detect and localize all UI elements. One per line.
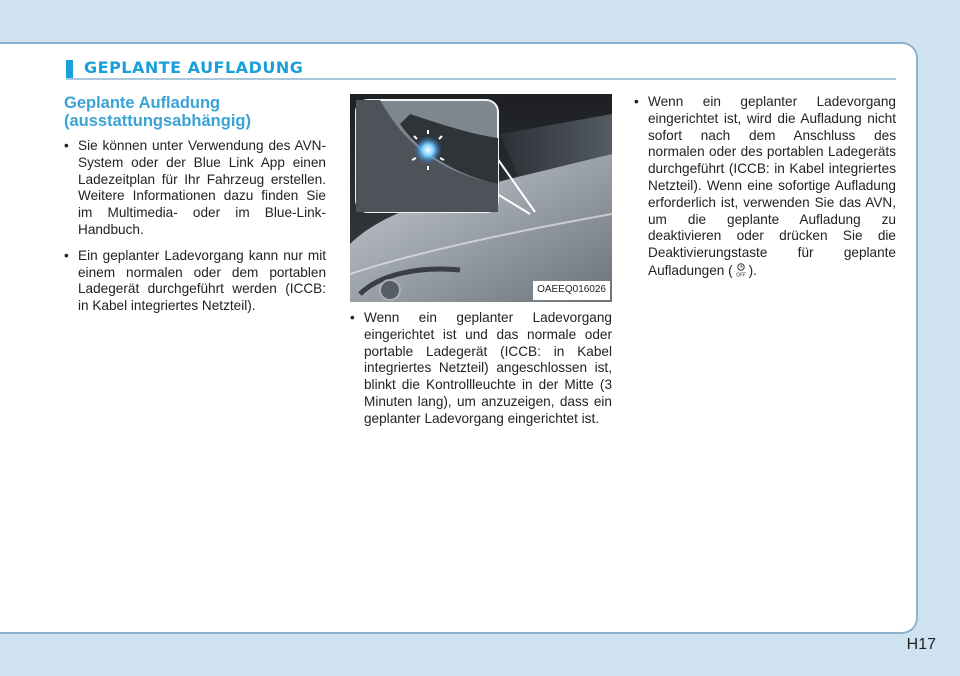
right-bullet-list: [634, 94, 896, 280]
page-number: H17: [906, 636, 936, 653]
subheading-line-2: (ausstattungsabhängig): [64, 112, 252, 130]
subheading-line-1: Geplante Aufladung: [64, 94, 221, 112]
icon-label: OFF: [735, 272, 746, 278]
bullet-text: Wenn ein geplanter Ladevorgang eingerichtet ist und das normale oder portable Ladegerät (ICCB: in Kabel integriertes Netzteil) angeschlossen ist, blinkt die Kontrollleuchte in der Mitte (3 Minuten lang), um anzuzeigen, dass ein geplanter Ladevorgang eingerichtet ist.: [364, 310, 612, 426]
middle-column: [350, 94, 612, 437]
bullet-text-after-icon: ).: [748, 262, 757, 278]
section-accent-bar: [66, 60, 73, 78]
bullet-dot: •: [350, 310, 355, 325]
headlight: [380, 280, 400, 300]
bullet-text: Ein geplanter Ladevorgang kann nur mit einem normalen oder dem portablen Ladegerät durchgeführt werden (ICCB: in Kabel integriertes Netzteil).: [78, 247, 326, 314]
car-illustration: [350, 94, 612, 302]
list-item: [634, 94, 896, 280]
section-header: [66, 58, 896, 80]
bullet-text: Sie können unter Verwendung des AVN-System oder der Blue Link App einen Ladezeitplan für Ihr Fahrzeug erstellen. Weitere Informationen dazu finden Sie im Multimedia- oder im Blue-Link-Handbuch.: [78, 138, 326, 237]
figure-caption: OAEEQ016026: [533, 281, 610, 300]
middle-bullet-list: [350, 310, 612, 428]
bullet-dot: •: [634, 94, 639, 109]
bullet-dot: •: [64, 138, 69, 153]
subheading: [64, 94, 326, 130]
left-bullet-list: [64, 138, 326, 315]
bullet-dot: •: [64, 247, 69, 263]
scheduled-charging-off-icon: [733, 262, 749, 278]
list-item: [350, 310, 612, 428]
left-column: [64, 94, 326, 324]
right-column: [634, 94, 896, 289]
indicator-light-icon: [414, 136, 442, 164]
list-item: [64, 248, 326, 315]
list-item: [64, 138, 326, 239]
bullet-text-before-icon: Wenn ein geplanter Ladevorgang eingerichtet ist, wird die Aufladung nicht sofort nach dem Anschluss des normalen oder des portablen Ladegeräts durchgeführt (ICCB: in Kabel integriertes Netzteil). Wenn eine sofortige Aufladung erforderlich ist, verwenden Sie das AVN, um die geplante Aufladung zu deaktivieren oder drücken Sie die Deaktivierungstaste für geplante Aufladungen (: [648, 94, 896, 278]
car-hood-figure: [350, 94, 612, 302]
section-title: GEPLANTE AUFLADUNG: [84, 58, 304, 77]
